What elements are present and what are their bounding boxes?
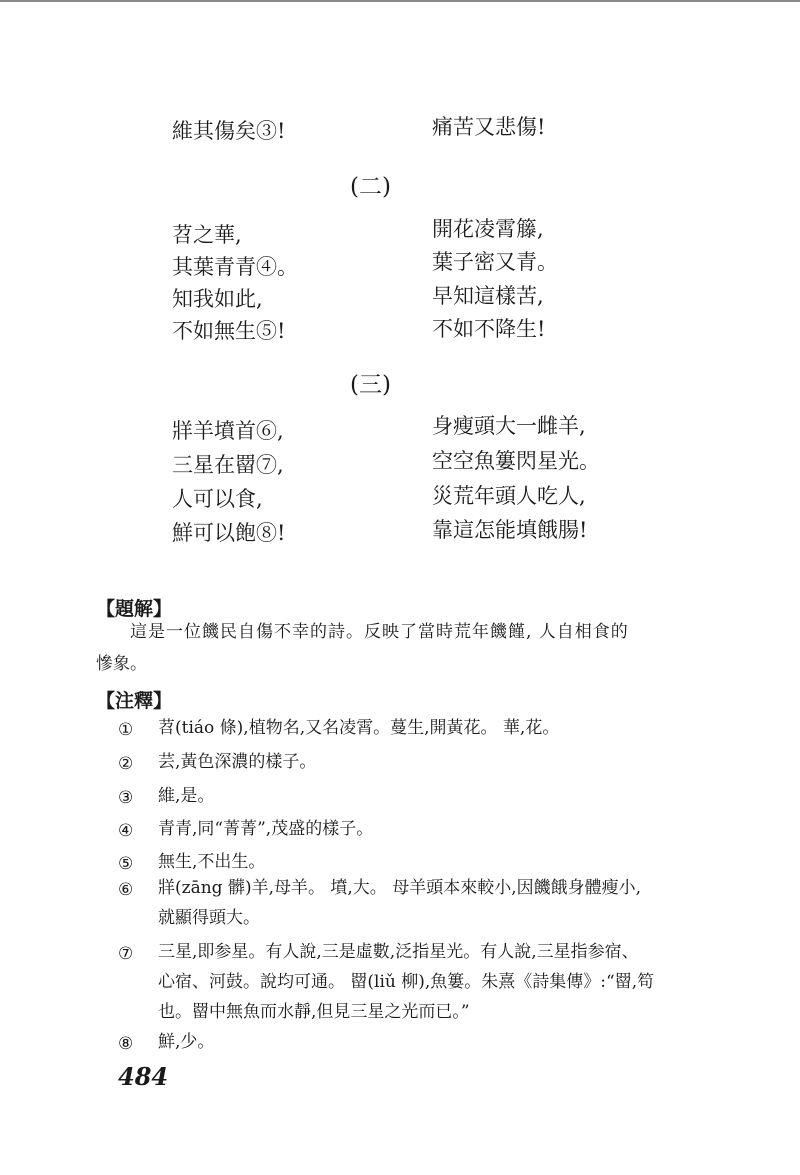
note-number: ④ xyxy=(118,821,134,841)
poem-line-translation: 早知這樣苦, xyxy=(432,284,544,308)
page-number: 484 xyxy=(118,1062,169,1091)
note-text: 鮮,少。 xyxy=(158,1032,215,1052)
note-number: ⑧ xyxy=(118,1034,134,1054)
note-number: ⑤ xyxy=(118,854,134,874)
poem-line-translation: 不如不降生! xyxy=(432,317,546,341)
note-text: 芸,黃色深濃的樣子。 xyxy=(158,752,317,772)
poem-line-original: 人可以食, xyxy=(172,487,263,511)
explanation-heading: 【題解】 xyxy=(96,598,173,620)
note-text: 心宿、河鼓。說均可通。 罶(liǔ 柳),魚簍。朱熹《詩集傳》:“罶,笱 xyxy=(158,972,655,992)
poem-line-original: 維其傷矣③! xyxy=(172,119,286,143)
note-text: 牂(zāng 髒)羊,母羊。 墳,大。 母羊頭本來較小,因饑餓身體瘦小, xyxy=(158,878,642,898)
poem-line-original: 不如無生⑤! xyxy=(172,319,286,343)
poem-line-translation: 災荒年頭人吃人, xyxy=(432,484,586,508)
explanation-text: 慘象。 xyxy=(96,654,147,674)
poem-line-translation: 開花凌霄籐, xyxy=(432,217,544,241)
note-text: 也。罶中無魚而水靜,但見三星之光而已。” xyxy=(158,1002,470,1022)
top-border-rule xyxy=(0,0,800,2)
note-number: ② xyxy=(118,754,134,774)
poem-line-original: 牂羊墳首⑥, xyxy=(172,419,284,443)
poem-line-original: 苕之華, xyxy=(172,223,242,247)
note-number: ③ xyxy=(118,788,134,808)
note-text: 就顯得頭大。 xyxy=(158,908,260,928)
poem-line-translation: 葉子密又青。 xyxy=(432,250,558,274)
poem-line-translation: 身瘦頭大一雌羊, xyxy=(432,414,586,438)
explanation-text: 這是一位饑民自傷不幸的詩。反映了當時荒年饑饉, 人自相食的 xyxy=(130,622,629,642)
poem-line-original: 知我如此, xyxy=(172,287,263,311)
note-number: ⑦ xyxy=(118,944,134,964)
poem-line-translation: 靠這怎能填餓腸! xyxy=(432,518,588,542)
note-number: ⑥ xyxy=(118,880,134,900)
notes-heading: 【注釋】 xyxy=(96,690,173,712)
poem-line-translation: 痛苦又悲傷! xyxy=(432,115,546,139)
poem-line-translation: 空空魚簍閃星光。 xyxy=(432,449,600,473)
note-number: ① xyxy=(118,720,134,740)
poem-line-original: 鮮可以飽⑧! xyxy=(172,521,286,545)
poem-line-original: 三星在罶⑦, xyxy=(172,453,284,477)
stanza-heading: (二) xyxy=(350,174,391,200)
note-text: 無生,不出生。 xyxy=(158,852,266,872)
note-text: 青青,同“菁菁”,茂盛的樣子。 xyxy=(158,819,374,839)
note-text: 三星,即参星。有人說,三是虛數,泛指星光。有人說,三星指参宿、 xyxy=(158,942,639,962)
poem-line-original: 其葉青青④。 xyxy=(172,255,298,279)
note-text: 苕(tiáo 條),植物名,又名凌霄。蔓生,開黃花。 華,花。 xyxy=(158,718,560,738)
stanza-heading: (三) xyxy=(350,372,391,398)
note-text: 維,是。 xyxy=(158,786,215,806)
